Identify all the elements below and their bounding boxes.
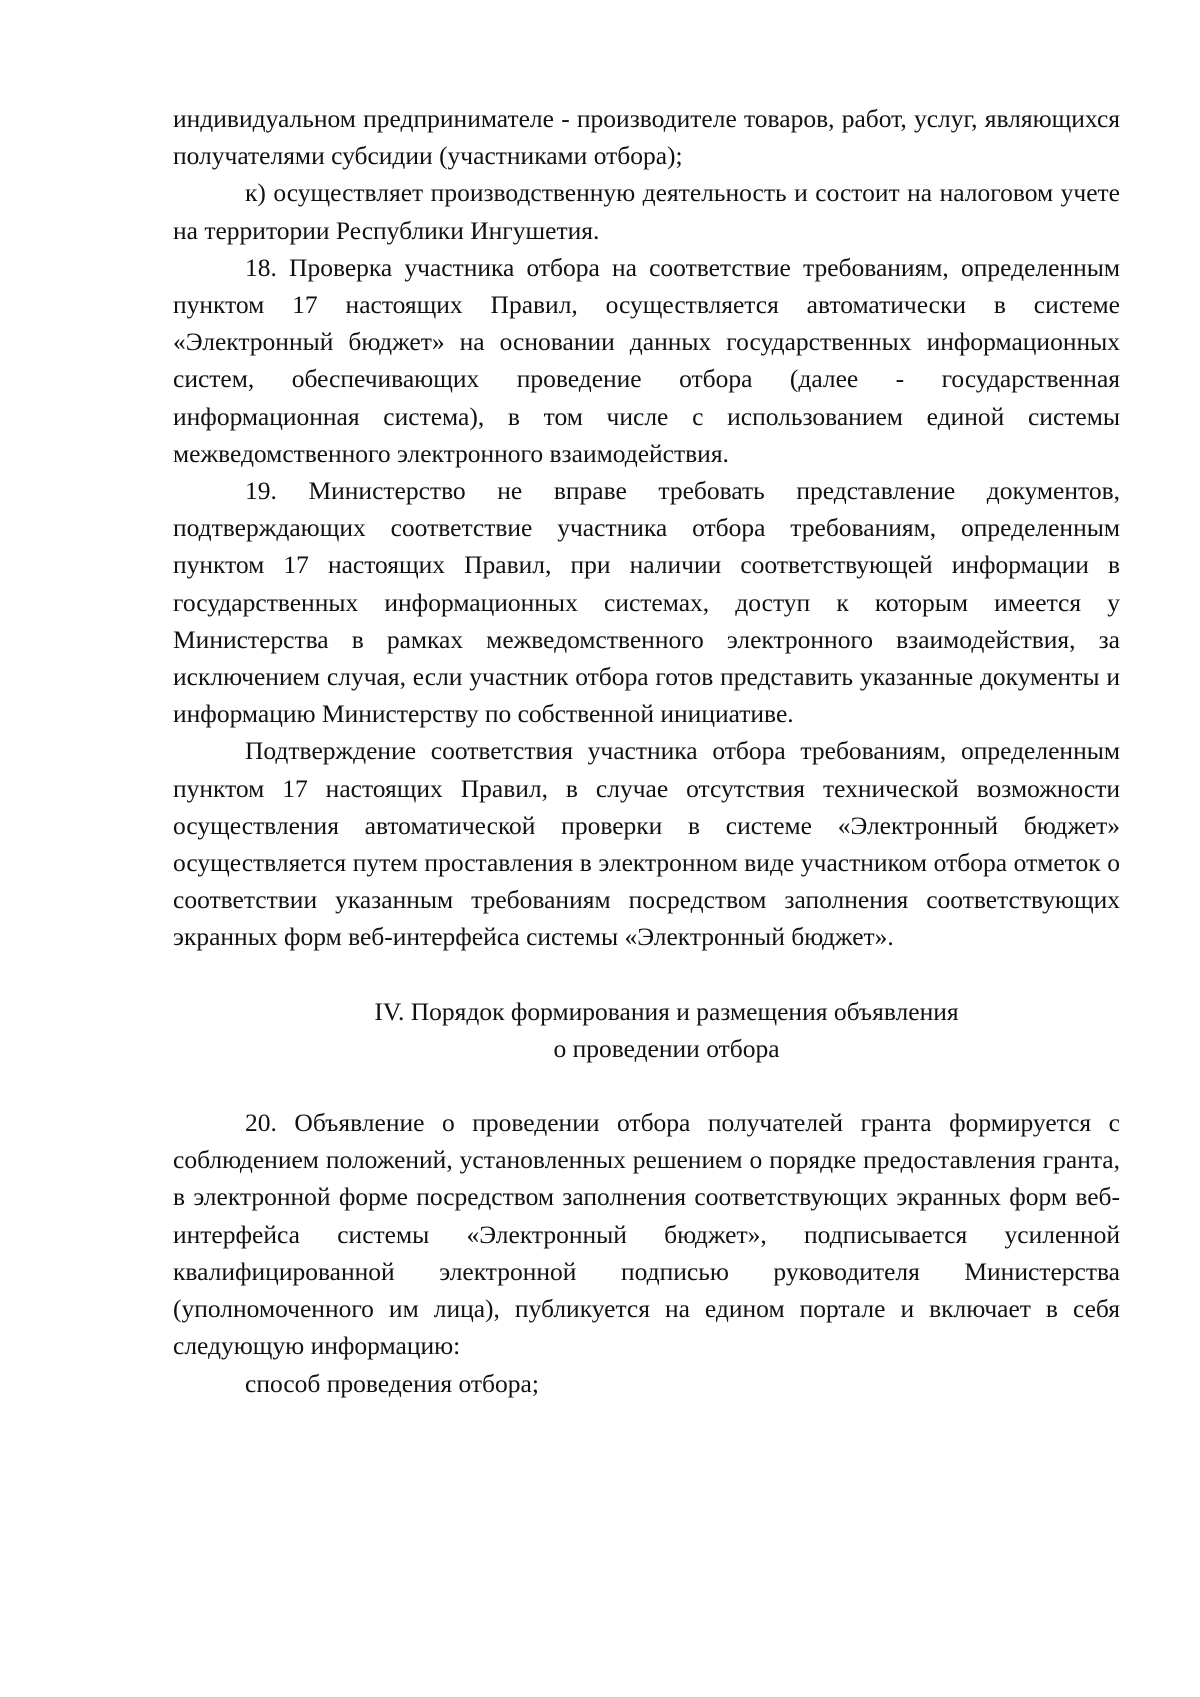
section-heading (173, 993, 1120, 1067)
section-heading-line2: о проведении отбора (553, 1033, 780, 1063)
document-page (173, 100, 1120, 1402)
paragraph-18: 18. Проверка участника отбора на соответствие требованиям, определенным пунктом 17 настоящих Правил, осуществляется автоматически в системе «Электронный бюджет» на основании данных государственных информационных систем, обеспечивающих проведение отбора (далее - государственная информационная система), в том числе с использованием единой системы межведомственного электронного взаимодействия. (173, 252, 1120, 468)
paragraph-selection-method: способ проведения отбора; (245, 1368, 539, 1398)
paragraph-20: 20. Объявление о проведении отбора получателей гранта формируется с соблюдением положений, установленных решением о порядке предоставления гранта, в электронной форме посредством заполнения соответствующих экранных форм веб-интерфейса системы «Электронный бюджет», подписывается усиленной квалифицированной электронной подписью руководителя Министерства (уполномоченного им лица), публикуется на едином портале и включает в себя следующую информацию: (173, 1108, 1120, 1361)
paragraph-entrepreneur-continuation: индивидуальном предпринимателе - производителе товаров, работ, услуг, являющихся получателями субсидии (участниками отбора); (173, 104, 1120, 171)
paragraph-19: 19. Министерство не вправе требовать представление документов, подтверждающих соответствие участника отбора требованиям, определенным пунктом 17 настоящих Правил, при наличии соответствующей информации в государственных информационных системах, доступ к которым имеется у Министерства в рамках межведомственного электронного взаимодействия, за исключением случая, если участник отбора готов представить указанные документы и информацию Министерству по собственной инициативе. (173, 476, 1120, 729)
paragraph-item-k: к) осуществляет производственную деятельность и состоит на налоговом учете на территории Республики Ингушетия. (173, 178, 1120, 245)
section-heading-line1: IV. Порядок формирования и размещения объявления (374, 996, 959, 1026)
paragraph-confirmation: Подтверждение соответствия участника отбора требованиям, определенным пунктом 17 настоящих Правил, в случае отсутствия технической возможности осуществления автоматической проверки в системе «Электронный бюджет» осуществляется путем проставления в электронном виде участником отбора отметок о соответствии указанным требованиям посредством заполнения соответствующих экранных форм веб-интерфейса системы «Электронный бюджет». (173, 736, 1120, 952)
